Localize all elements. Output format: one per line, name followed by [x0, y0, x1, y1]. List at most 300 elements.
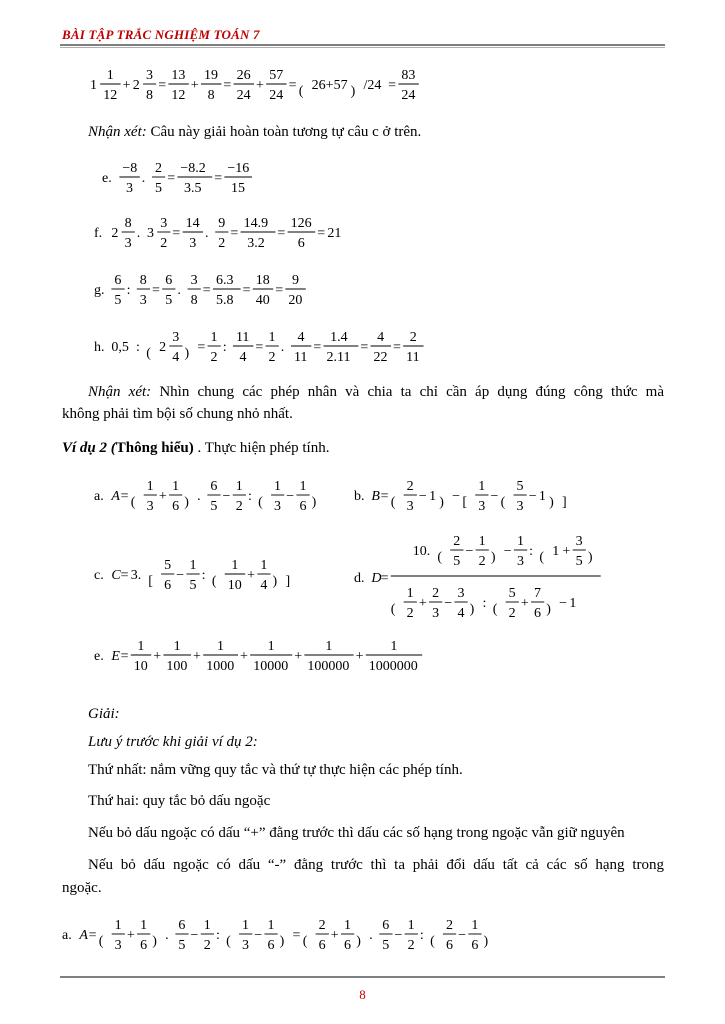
math-glyph: : [419, 928, 424, 943]
math-glyph: 1 [140, 918, 148, 933]
paren-glyph: ) [356, 934, 361, 950]
math-glyph: 3 [172, 330, 180, 345]
math-glyph: = [392, 340, 401, 355]
remark-2-text1: Nhìn chung các phép nhân và chia ta chỉ cần áp dụng đúng công thức mà [151, 384, 664, 400]
math-glyph: 6 [164, 578, 172, 593]
math-glyph: 3 [516, 554, 524, 569]
ex-d-glyphs [354, 534, 601, 621]
math-glyph: 83 [401, 68, 416, 83]
math-glyph: d. [354, 571, 365, 586]
math-glyph: = [152, 283, 160, 298]
math-glyph: = [223, 78, 232, 93]
math-glyph: h. [94, 340, 105, 355]
math-glyph: + [193, 649, 201, 664]
math-glyph: 100000 [307, 659, 350, 674]
remark-2-line2: không phải tìm bội số chung nhỏ nhất. [62, 406, 293, 422]
paren-glyph: ) [272, 574, 278, 590]
math-glyph: 5.8 [216, 293, 234, 308]
paren-glyph: ( [302, 934, 308, 950]
math-glyph: C [111, 568, 121, 583]
math-glyph: + [190, 78, 199, 93]
math-glyph: 5 [165, 293, 173, 308]
solution-label: Giải: [88, 706, 120, 722]
math-glyph: 1 [552, 544, 560, 559]
math-glyph: 3 [114, 938, 122, 953]
paren-glyph: ) [350, 84, 356, 100]
math-glyph: = [158, 78, 167, 93]
paren-glyph: ) [546, 602, 551, 618]
math-glyph: 1 [390, 639, 398, 654]
math-glyph: 2 [155, 161, 162, 176]
note-4-line2: ngoặc. [62, 880, 102, 896]
math-glyph: 2 [218, 236, 226, 251]
math-glyph: 2 [508, 606, 516, 621]
math-glyph: = [292, 928, 301, 943]
d-denominator [391, 586, 577, 621]
math-glyph: = [277, 226, 286, 241]
math-glyph: 3 [146, 68, 153, 83]
math-glyph: 2 [268, 350, 276, 365]
example-2-label: Ví dụ 2 ( [62, 440, 116, 456]
math-glyph: − [418, 489, 427, 504]
remark-2-label: Nhận xét: [88, 384, 152, 400]
header-rule-thin [60, 47, 665, 48]
math-glyph: 2 [407, 938, 415, 953]
math-glyph: 100 [166, 659, 188, 674]
math-glyph: − [528, 489, 537, 504]
math-glyph: 8 [139, 273, 147, 288]
math-glyph: = [388, 78, 397, 93]
eq-h-glyphs [94, 330, 424, 365]
equation-f [92, 210, 342, 256]
math-glyph: − [559, 596, 568, 611]
math-glyph: − [444, 596, 453, 611]
math-glyph: 3 [432, 606, 440, 621]
paren-glyph: ( [390, 602, 396, 618]
math-glyph: + [153, 649, 162, 664]
math-glyph: 6 [471, 938, 479, 953]
math-glyph: : [136, 340, 140, 355]
math-glyph: 6 [445, 938, 453, 953]
paren-glyph: ( [211, 574, 217, 590]
math-glyph: + [520, 596, 529, 611]
paren-glyph: ) [469, 602, 475, 618]
math-glyph: 13 [171, 68, 186, 83]
math-glyph: 4 [457, 606, 465, 621]
math-glyph: 3 [139, 293, 147, 308]
exercise-a [92, 470, 317, 522]
math-glyph: b. [354, 489, 365, 504]
remark-1 [88, 124, 421, 141]
math-glyph: 10000 [253, 659, 289, 674]
math-glyph: 3 [478, 499, 486, 514]
paren-glyph: ) [184, 495, 189, 511]
math-glyph: 1 [299, 479, 307, 494]
math-glyph: 6 [297, 236, 305, 251]
equation-h [92, 322, 420, 372]
math-glyph: 1 [106, 68, 114, 83]
math-glyph: 6 [344, 938, 351, 953]
math-glyph: 5 [382, 938, 390, 953]
math-glyph: 19 [204, 68, 218, 83]
math-glyph: 1 [242, 918, 250, 933]
math-glyph: 5 [114, 293, 122, 308]
math-glyph: + [158, 489, 167, 504]
math-glyph: 1 [406, 586, 414, 601]
paren-glyph: ) [439, 495, 444, 511]
math-glyph: : [247, 489, 252, 504]
math-glyph: : [201, 568, 206, 583]
math-glyph: 1 [267, 639, 275, 654]
math-glyph: 1 [114, 918, 122, 933]
math-glyph: 5 [178, 938, 186, 953]
paren-glyph: [ [148, 574, 153, 590]
math-glyph: A [111, 489, 120, 504]
example-2-tail: . Thực hiện phép tính. [193, 440, 330, 456]
paren-glyph: ( [500, 495, 506, 511]
math-glyph: 3 [189, 236, 197, 251]
math-glyph: = [230, 226, 239, 241]
math-glyph: 1000 [206, 659, 235, 674]
math-glyph: . [205, 226, 209, 241]
math-glyph: c. [94, 568, 104, 583]
math-glyph: 1 [478, 534, 486, 549]
paren-glyph: ( [258, 495, 263, 511]
math-glyph: = [120, 649, 129, 664]
math-glyph: −8.2 [180, 161, 206, 176]
math-glyph: 3 [575, 534, 583, 549]
math-glyph: − [176, 568, 185, 583]
math-glyph: 1 [569, 596, 577, 611]
paren-glyph: ) [549, 495, 554, 511]
math-glyph: 1 [231, 558, 239, 573]
math-glyph: 15 [231, 181, 245, 196]
math-glyph: 6 [178, 918, 186, 933]
math-glyph: 3 [457, 586, 465, 601]
math-glyph: 12 [171, 88, 186, 103]
math-glyph: 3 [516, 499, 524, 514]
math-glyph: 1 [173, 639, 181, 654]
note-3: Nếu bỏ dấu ngoặc có dấu “+” đằng trước thì dấu các số hạng trong ngoặc vẫn giữ nguyên [88, 825, 625, 841]
math-glyph: 3 [146, 499, 154, 514]
math-glyph: 8 [124, 216, 132, 231]
math-glyph: 2 [406, 479, 414, 494]
footer-rule [60, 976, 665, 978]
math-glyph: 11 [293, 350, 308, 365]
math-glyph: 1 [344, 918, 351, 933]
math-glyph: 5 [155, 181, 162, 196]
math-glyph: 1 [137, 639, 145, 654]
math-glyph: 1 [146, 479, 154, 494]
math-glyph: − [452, 489, 461, 504]
math-glyph: 5 [516, 479, 524, 494]
math-glyph: 1 [274, 479, 282, 494]
math-glyph: 5 [575, 554, 583, 569]
eq-e-glyphs [102, 161, 252, 196]
math-glyph: 10 [133, 659, 148, 674]
math-glyph: 2 [406, 606, 414, 621]
math-glyph: 2 [160, 236, 168, 251]
math-glyph: 6 [140, 938, 148, 953]
ex-b-glyphs [354, 479, 567, 514]
math-glyph: = [167, 171, 176, 186]
math-glyph: . [141, 171, 146, 186]
math-glyph: 3 [274, 499, 282, 514]
math-glyph: 1 [478, 479, 486, 494]
math-glyph: a. [94, 489, 104, 504]
math-glyph: B [371, 489, 380, 504]
math-glyph: 2 [210, 350, 218, 365]
math-glyph: 1 [203, 918, 211, 933]
note-2: Thứ hai: quy tắc bỏ dấu ngoặc [88, 793, 271, 809]
math-glyph: A [79, 928, 88, 943]
remark-1-text: Câu này giải hoàn toàn tương tự câu c ở trên. [146, 124, 422, 140]
math-glyph: 26 [236, 68, 251, 83]
remark-1-label: Nhận xét: [88, 124, 147, 140]
example-2-heading [62, 440, 329, 457]
math-glyph: 4 [239, 350, 247, 365]
math-glyph: 6 [114, 273, 122, 288]
math-glyph: + [294, 649, 303, 664]
example-2-level: Thông hiểu) [115, 440, 194, 456]
math-glyph: 1 [325, 639, 333, 654]
math-glyph: 4 [172, 350, 180, 365]
equation-mixed-sum [88, 62, 416, 108]
note-title: Lưu ý trước khi giải ví dụ 2: [88, 734, 258, 750]
math-glyph: 1 [210, 330, 218, 345]
math-glyph: 3.2 [247, 236, 265, 251]
ex-c-glyphs [94, 558, 290, 593]
paren-glyph: ] [562, 495, 567, 511]
math-glyph: 10. [412, 544, 431, 559]
math-glyph: 1 [516, 534, 524, 549]
math-glyph: 3 [190, 273, 198, 288]
math-glyph: 2 [453, 534, 461, 549]
note-4-line1: Nếu bỏ dấu ngoặc có dấu “-” đằng trước thì ta phải đổi dấu tất cả các số hạng trong [88, 857, 664, 873]
math-glyph: : [126, 283, 131, 298]
math-glyph: 3.5 [184, 181, 202, 196]
math-glyph: 22 [373, 350, 388, 365]
math-glyph: − [503, 544, 512, 559]
math-glyph: . [177, 283, 181, 298]
paren-glyph: ( [226, 934, 231, 950]
math-glyph: − [190, 928, 199, 943]
math-glyph: 9 [218, 216, 226, 231]
math-glyph: = [120, 489, 129, 504]
math-glyph: . [369, 928, 373, 943]
math-glyph: 1 [429, 489, 437, 504]
ex-e-glyphs [94, 639, 422, 674]
math-glyph: + [355, 649, 364, 664]
eq-top-glyphs [90, 68, 419, 103]
paren-glyph: ] [285, 574, 291, 590]
math-glyph: 1 [90, 78, 97, 93]
math-glyph: 1000000 [368, 659, 418, 674]
math-glyph: − [465, 544, 474, 559]
math-glyph: − [394, 928, 403, 943]
paren-glyph: ) [184, 346, 190, 362]
math-glyph: = [214, 171, 223, 186]
math-glyph: 2 [478, 554, 486, 569]
math-glyph: 3 [160, 216, 168, 231]
math-glyph: 6 [299, 499, 307, 514]
math-glyph: 5 [508, 586, 516, 601]
math-glyph: 6 [165, 273, 173, 288]
math-glyph: = [88, 928, 97, 943]
math-glyph: 4 [260, 578, 268, 593]
math-glyph: + [247, 568, 256, 583]
remark-2-line1 [62, 384, 664, 401]
math-glyph: 26+57 [311, 78, 348, 93]
math-glyph: 40 [255, 293, 270, 308]
math-glyph: 10 [227, 578, 242, 593]
eq-f-glyphs [94, 216, 341, 251]
math-glyph: . [280, 340, 285, 355]
math-glyph: . [136, 226, 141, 241]
math-glyph: 8 [146, 88, 153, 103]
page-header-title: BÀI TẬP TRẮC NGHIỆM TOÁN 7 [62, 27, 260, 42]
math-glyph: 6 [534, 606, 542, 621]
paren-glyph: ( [492, 602, 498, 618]
math-glyph: 6 [382, 918, 390, 933]
math-glyph: 24 [401, 88, 416, 103]
math-glyph: = [202, 283, 211, 298]
math-glyph: 3 [242, 938, 250, 953]
math-glyph: : [215, 928, 220, 943]
math-glyph: f. [94, 226, 103, 241]
math-glyph: 11 [235, 330, 250, 345]
paren-glyph: ) [490, 550, 496, 566]
math-glyph: − [286, 489, 295, 504]
math-glyph: − [254, 928, 263, 943]
math-glyph: 21 [327, 226, 342, 241]
math-glyph: 126 [290, 216, 312, 231]
math-glyph: 8 [207, 88, 215, 103]
math-glyph: 6 [172, 499, 180, 514]
math-glyph: : [222, 340, 227, 355]
d-numerator [413, 534, 593, 569]
math-glyph: = [317, 226, 326, 241]
paren-glyph: ( [98, 934, 104, 950]
math-glyph: 8 [190, 293, 198, 308]
math-glyph: 57 [269, 68, 284, 83]
math-glyph: 1 [260, 558, 268, 573]
math-glyph: = [255, 340, 264, 355]
math-glyph: E [111, 649, 120, 664]
math-glyph: −16 [227, 161, 250, 176]
math-glyph: a. [62, 928, 72, 943]
math-glyph: 7 [534, 586, 542, 601]
math-glyph: 1.4 [330, 330, 348, 345]
math-glyph: + [256, 78, 264, 93]
math-glyph: 5 [189, 578, 197, 593]
math-glyph: 1 [189, 558, 197, 573]
eq-g-glyphs [94, 273, 306, 308]
equation-g [92, 267, 312, 313]
math-glyph: 24 [236, 88, 251, 103]
math-glyph: = [242, 283, 251, 298]
math-glyph: 4 [377, 330, 385, 345]
equation-e [100, 155, 270, 201]
math-glyph: = [380, 489, 389, 504]
math-glyph: 1 [538, 489, 546, 504]
math-glyph: − [490, 489, 499, 504]
paren-glyph: ( [298, 84, 304, 100]
math-glyph: + [330, 928, 339, 943]
math-glyph: 1 [407, 918, 415, 933]
math-glyph: 3 [406, 499, 414, 514]
header-rule [60, 44, 665, 46]
math-glyph: 9 [292, 273, 299, 288]
paren-glyph: ) [279, 934, 285, 950]
math-glyph: 1 [267, 918, 275, 933]
math-glyph: 3. [130, 568, 142, 583]
math-glyph: 3 [126, 181, 133, 196]
math-glyph: − [458, 928, 467, 943]
math-glyph: 2 [111, 226, 119, 241]
math-glyph: : [482, 596, 487, 611]
paren-glyph: ) [152, 934, 157, 950]
math-glyph: D [371, 571, 382, 586]
math-glyph: e. [102, 171, 112, 186]
math-glyph: 0,5 [111, 340, 129, 355]
paren-glyph: [ [462, 495, 468, 511]
math-glyph: = [288, 78, 297, 93]
math-glyph: = [197, 340, 206, 355]
math-glyph: −8 [122, 161, 138, 176]
math-glyph: 1 [471, 918, 479, 933]
sol-a-glyphs [62, 918, 489, 953]
ex-a-glyphs [94, 479, 317, 514]
math-glyph: 2 [159, 340, 167, 355]
math-glyph: 5 [210, 499, 218, 514]
math-glyph: 1 [172, 479, 180, 494]
math-glyph: 1 [268, 330, 276, 345]
math-glyph: . [165, 928, 169, 943]
math-glyph: : [529, 544, 534, 559]
math-glyph: = [275, 283, 284, 298]
note-1: Thứ nhất: nắm vững quy tắc và thứ tự thực hiện các phép tính. [88, 762, 463, 778]
math-glyph: 1 [235, 479, 243, 494]
math-glyph: 20 [288, 293, 303, 308]
paren-glyph: ) [483, 934, 489, 950]
paren-glyph: ( [539, 550, 545, 566]
math-glyph: 6 [267, 938, 275, 953]
math-glyph: 2 [203, 938, 211, 953]
paren-glyph: ( [146, 346, 151, 362]
paren-glyph: ( [437, 550, 443, 566]
math-glyph: 1 [217, 639, 224, 654]
exercise-d [352, 530, 593, 625]
math-glyph: = [360, 340, 369, 355]
math-glyph: + [562, 544, 571, 559]
math-glyph: 6.3 [216, 273, 234, 288]
math-glyph: = [172, 226, 181, 241]
math-glyph: 3 [124, 236, 132, 251]
math-glyph: 2 [318, 918, 326, 933]
math-glyph: − [222, 489, 231, 504]
paren-glyph: ( [390, 495, 396, 511]
page-number: 8 [359, 987, 366, 1002]
math-glyph: g. [94, 283, 105, 298]
math-glyph: 6 [318, 938, 326, 953]
math-glyph: 2 [432, 586, 440, 601]
math-glyph: 5 [164, 558, 172, 573]
paren-glyph: ) [311, 495, 317, 511]
math-glyph: 14 [185, 216, 200, 231]
math-glyph: 24 [269, 88, 284, 103]
math-glyph: = [120, 568, 129, 583]
